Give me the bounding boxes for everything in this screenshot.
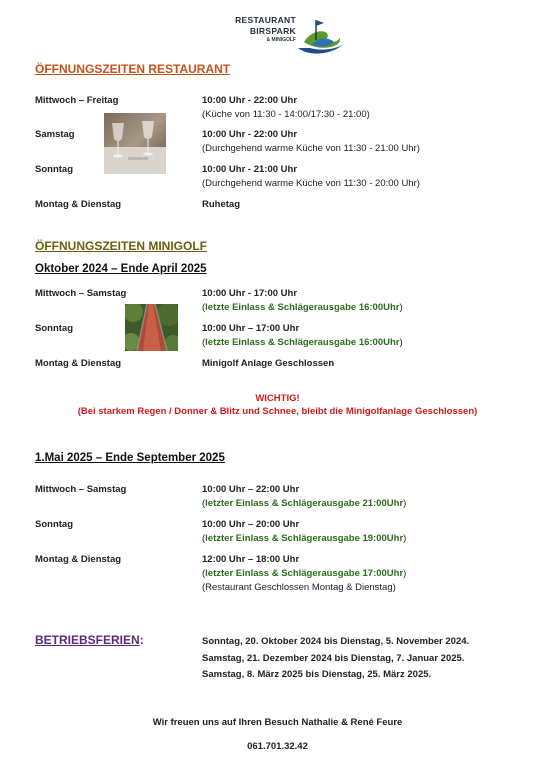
summer-label-so: Sonntag bbox=[35, 519, 73, 530]
restaurant-heading: ÖFFNUNGSZEITEN RESTAURANT bbox=[35, 62, 231, 76]
warning-text: (Bei starkem Regen / Donner & Blitz und Schnee, bleibt die Minigolfanlage Geschlossen) bbox=[77, 406, 478, 417]
ferien-date-2: Samstag, 21. Dezember 2024 bis Dienstag, 7. Januar 2025. bbox=[202, 653, 465, 664]
winter-note-mi-sa: (letzte Einlass & Schlägerausgabe 16:00Uhr) bbox=[202, 302, 403, 313]
winter-label-mo-di: Montag & Dienstag bbox=[35, 358, 122, 369]
summer-label-mo-di: Montag & Dienstag bbox=[35, 554, 122, 565]
summer-note-so-text: letzter Einlass & Schlägerausgabe 19:00Uhr bbox=[205, 533, 404, 544]
summer-extra-mo-di: (Restaurant Geschlossen Montag & Dienstag) bbox=[202, 582, 396, 593]
betriebsferien-heading-colon: : bbox=[139, 633, 144, 647]
golf-flag-icon bbox=[294, 14, 348, 56]
summer-time-so: 10:00 Uhr – 20:00 Uhr bbox=[202, 519, 300, 530]
restaurant-time-mo-di: Ruhetag bbox=[202, 199, 240, 210]
winter-time-mo-di: Minigolf Anlage Geschlossen bbox=[202, 358, 335, 369]
summer-note-so: (letzter Einlass & Schlägerausgabe 19:00Uhr) bbox=[202, 533, 407, 544]
minigolf-photo bbox=[125, 304, 178, 351]
winter-note-mi-sa-text: letzte Einlass & Schlägerausgabe 16:00Uhr bbox=[205, 302, 400, 313]
restaurant-photo bbox=[104, 113, 166, 174]
winter-label-so: Sonntag bbox=[35, 323, 73, 334]
winter-time-mi-sa: 10:00 Uhr - 17:00 Uhr bbox=[202, 288, 298, 299]
restaurant-label-mo-di: Montag & Dienstag bbox=[35, 199, 122, 210]
restaurant-time-mi-fr: 10:00 Uhr - 22:00 Uhr bbox=[202, 95, 298, 106]
winter-label-mi-sa: Mittwoch – Samstag bbox=[35, 288, 127, 299]
winter-note-so: (letzte Einlass & Schlägerausgabe 16:00Uhr) bbox=[202, 337, 403, 348]
restaurant-note-so: (Durchgehend warme Küche von 11:30 - 20:00 Uhr) bbox=[202, 178, 420, 189]
restaurant-label-so: Sonntag bbox=[35, 164, 73, 175]
betriebsferien-heading bbox=[35, 633, 144, 647]
winter-note-so-text: letzte Einlass & Schlägerausgabe 16:00Uhr bbox=[205, 337, 400, 348]
logo-line3: & MINIGOLF bbox=[266, 37, 296, 43]
restaurant-note-mi-fr: (Küche von 11:30 - 14:00/17:30 - 21:00) bbox=[202, 109, 370, 120]
summer-note-mo-di: (letzter Einlass & Schlägerausgabe 17:00Uhr) bbox=[202, 568, 407, 579]
logo-line1: RESTAURANT bbox=[235, 15, 296, 25]
minigolf-heading: ÖFFNUNGSZEITEN MINIGOLF bbox=[35, 239, 207, 253]
footer-phone: 061.701.32.42 bbox=[247, 741, 308, 752]
summer-time-mi-sa: 10:00 Uhr – 22:00 Uhr bbox=[202, 484, 300, 495]
ferien-date-1: Sonntag, 20. Oktober 2024 bis Dienstag, 5. November 2024. bbox=[202, 636, 470, 647]
minigolf-summer-title: 1.Mai 2025 – Ende September 2025 bbox=[35, 452, 225, 464]
restaurant-label-sa: Samstag bbox=[35, 129, 75, 140]
minigolf-winter-title: Oktober 2024 – Ende April 2025 bbox=[35, 263, 207, 275]
logo-line2: BIRSPARK bbox=[249, 26, 296, 36]
summer-note-mi-sa: (letzter Einlass & Schlägerausgabe 21:00Uhr) bbox=[202, 498, 407, 509]
restaurant-time-so: 10:00 Uhr - 21:00 Uhr bbox=[202, 164, 298, 175]
warning-title: WICHTIG! bbox=[255, 393, 300, 404]
summer-time-mo-di: 12:00 Uhr – 18:00 Uhr bbox=[202, 554, 300, 565]
summer-note-mi-sa-text: letzter Einlass & Schlägerausgabe 21:00Uhr bbox=[205, 498, 404, 509]
ferien-date-3: Samstag, 8. März 2025 bis Dienstag, 25. März 2025. bbox=[202, 669, 432, 680]
logo bbox=[224, 14, 348, 58]
restaurant-time-sa: 10:00 Uhr - 22:00 Uhr bbox=[202, 129, 298, 140]
summer-label-mi-sa: Mittwoch – Samstag bbox=[35, 484, 127, 495]
winter-time-so: 10:00 Uhr – 17:00 Uhr bbox=[202, 323, 300, 334]
restaurant-label-mi-fr: Mittwoch – Freitag bbox=[35, 95, 119, 106]
betriebsferien-heading-text: BETRIEBSFERIEN bbox=[35, 633, 140, 647]
restaurant-note-sa: (Durchgehend warme Küche von 11:30 - 21:00 Uhr) bbox=[202, 143, 420, 154]
summer-note-mo-di-text: letzter Einlass & Schlägerausgabe 17:00Uhr bbox=[205, 568, 404, 579]
footer-greeting: Wir freuen uns auf Ihren Besuch Nathalie & René Feure bbox=[152, 717, 403, 728]
